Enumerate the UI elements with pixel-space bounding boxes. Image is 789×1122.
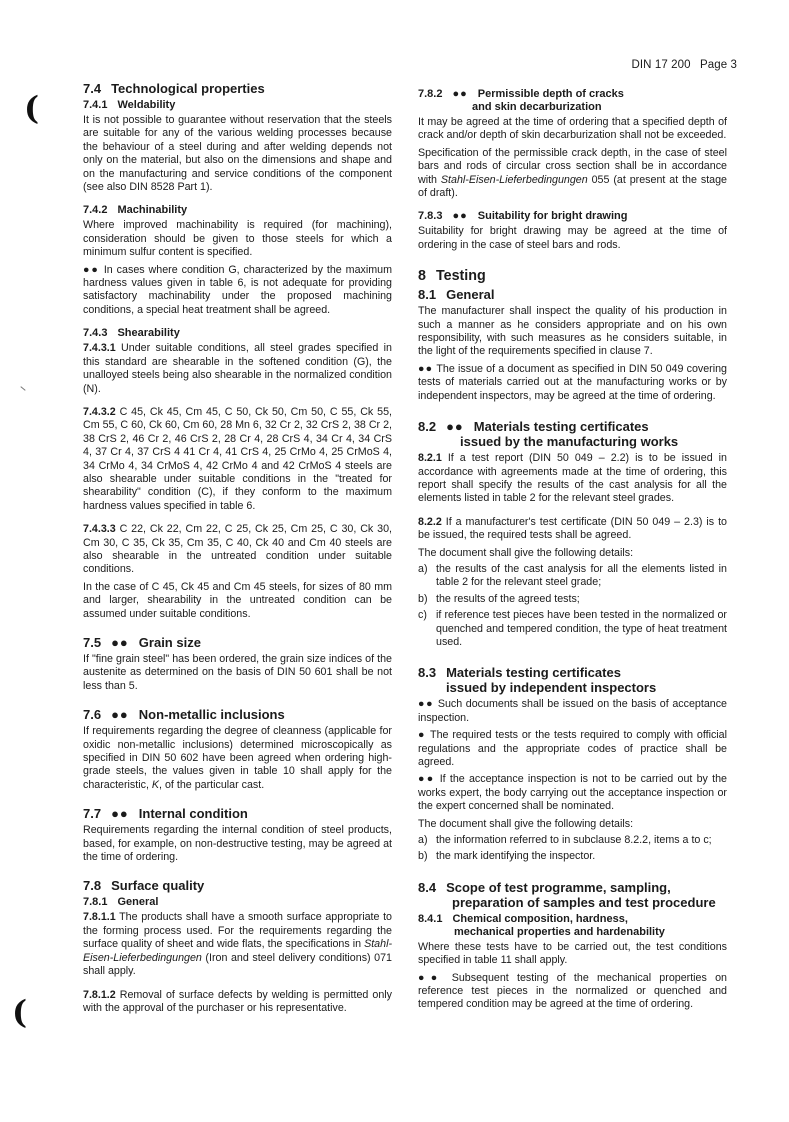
list-item: b) the results of the agreed tests; (418, 592, 580, 605)
shearability-text-4: In the case of C 45, Ck 45 and Cm 45 steels, for sizes of 80 mm and larger, shearability in the untreated condition can be assumed under suitable conditions. (83, 580, 392, 620)
shearability-7-4-3-1: 7.4.3.1 Under suitable conditions, all steel grades specified in this standard are shearable in the softened condition (G), the unalloyed steels being also shearable in the normalized condition (N). (83, 342, 392, 395)
section-7-4-heading: 7.4 Technological properties (83, 81, 265, 96)
agreement-dots-icon: ●● (111, 635, 129, 650)
inspector-text-3: ●● If the acceptance inspection is not to be carried out by the works expert, the body carrying out the acceptance inspection or the expert concerned shall be nominated. (418, 773, 727, 813)
section-8-heading: 8 Testing (418, 268, 486, 285)
test-certificate-8-2-2: 8.2.2 If a manufacturer's test certificate (DIN 50 049 – 2.3) is to be issued, the required tests shall be agreed. (418, 515, 727, 542)
agreement-dots-icon: ●● (418, 773, 436, 786)
shearability-7-4-3-2: 7.4.3.2 C 45, Ck 45, Cm 45, C 50, Ck 50, Cm 50, C 55, Ck 55, Cm 55, C 60, Ck 60, Cm 60, 28 Mn 6, 32 Cr 2, 32 CrS 2, 38 Cr 2, 38 CrS 2, 46 Cr 2, 46 CrS 2, 28 Cr 4, 28 CrS 4, 34 Cr 4, 34 CrS 4, 37 Cr 4, 37 CrS 4 41 Cr 4, 41 CrS 4, 25 CrMo 4, 25 CrMoS 4, 34 CrMo 4, 34 CrMoS 4, 42 CrMo 4 and 42 CrMoS 4 steels are also shearable under suitable conditions in the "treated for shearability" condition (C), if they conform to the maximum hardness values specified in table 6. (83, 405, 392, 512)
cracks-text-1: It may be agreed at the time of ordering that a specified depth of crack and/or depth of skin decarburization shall not be exceeded. (418, 116, 727, 142)
list-item: a) the information referred to in subclause 8.2.2, items a to c; (418, 834, 712, 847)
internal-condition-text: Requirements regarding the internal condition of steel products, based, for example, on non-destructive testing, may be agreed at the time of ordering. (83, 824, 392, 864)
list-item: c) if reference test pieces have been tested in the normalized or quenched and tempered condition, the type of heat treatment used. (418, 609, 727, 648)
inclusions-text: If requirements regarding the degree of cleanness (applicable for oxidic non-metallic inclusions) determined microscopically as specified in DIN 50 602 have been agreed when ordering high-grade steels, the values given in table 10 shall apply for the characteristic, K, of the particular cast. (83, 725, 392, 791)
section-7-8-1-heading: 7.8.1 General (83, 896, 159, 909)
grain-size-text: If "fine grain steel" has been ordered, the grain size indices of the austenite as determined on the basis of DIN 50 601 shall be not less than 5. (83, 653, 392, 692)
agreement-dot-icon: ● (418, 729, 427, 742)
left-column (83, 81, 392, 1015)
section-7-4-3-heading: 7.4.3 Shearability (83, 327, 180, 340)
inspector-text-2: ● The required tests or the tests required to comply with official regulations and the appropriate codes of practice shall be agreed. (418, 729, 727, 768)
chemical-composition-text-2: ●● Subsequent testing of the mechanical properties on reference test pieces in the normalized or quenched and tempered condition may be agreed at the time of ordering. (418, 971, 727, 1011)
binding-mark-top: ( (24, 89, 40, 127)
section-7-8-heading: 7.8 Surface quality (83, 878, 205, 894)
surface-7-8-1-2: 7.8.1.2 Removal of surface defects by welding is permitted only with the approval of the purchaser or his representative. (83, 988, 392, 1014)
bright-drawing-text: Suitability for bright drawing may be agreed at the time of ordering in the case of steel bars and rods. (418, 225, 727, 251)
section-7-4-2-heading: 7.4.2 Machinability (83, 204, 188, 217)
testing-general-text-1: The manufacturer shall inspect the quality of his production in such a manner as he considers appropriate and on his own responsibility, with such measures as he considers suitable, in the light of the requirements specified in clause 7. (418, 305, 727, 358)
agreement-dots-icon: ●● (111, 707, 129, 723)
section-8-3-heading: 8.3 Materials testing certificates issued by independent inspectors (418, 665, 657, 696)
section-8-4-1-heading: 8.4.1 Chemical composition, hardness, mechanical properties and hardenability (418, 912, 665, 938)
page-number: Page 3 (699, 59, 737, 71)
section-7-5-heading: 7.5 ●● Grain size (83, 635, 201, 650)
machinability-text-2: ●● In cases where condition G, characterized by the maximum hardness values given in table 6, is not adequate for providing satisfactory machinability under the proposed machining conditions, a special heat treatment shall be agreed. (83, 263, 392, 316)
agreement-dots-icon: ●● (418, 698, 435, 711)
details-intro-8-3: The document shall give the following details: (418, 817, 634, 830)
surface-7-8-1-1: 7.8.1.1 The products shall have a smooth surface appropriate to the forming process used. For the requirements regarding the surface quality of sheet and wide flats, the specifications in Stahl-Eisen-Lieferbedingungen (Iron and steel delivery conditions) 071 shall apply. (83, 911, 392, 978)
details-list-8-3 (418, 834, 727, 864)
agreement-dots-icon: ●● (418, 971, 444, 984)
section-7-8-2-heading: 7.8.2 ●● Permissible depth of cracks and skin decarburization (418, 88, 624, 113)
page-header (625, 59, 737, 71)
agreement-dots-icon: ●● (452, 88, 468, 100)
weldability-text: It is not possible to guarantee without reservation that the steels are suitable for any of the various welding processes because the behaviour of a steel during and after welding depends not only on the material, but also on the dimensions and shape and on the manufacturing and service conditions of the component (see also DIN 8528 Part 1). (83, 114, 392, 194)
agreement-dots-icon: ●● (111, 806, 129, 822)
cracks-text-2: Specification of the permissible crack depth, in the case of steel bars and rods of circular cross section shall be in accordance with Stahl-Eisen-Lieferbedingungen 055 (at present at the stage of draft). (418, 146, 727, 200)
agreement-dots-icon: ●● (452, 210, 468, 223)
machinability-text-1: Where improved machinability is required (for machining), consideration should be given to those steels for which a minimum sulfur content is specified. (83, 219, 392, 259)
agreement-dots-icon: ●● (446, 419, 464, 435)
chemical-composition-text-1: Where these tests have to be carried out, the test conditions specified in table 11 shall apply. (418, 940, 727, 967)
test-report-8-2-1: 8.2.1 If a test report (DIN 50 049 – 2.2) is to be issued in accordance with agreements made at the time of ordering, this report shall specify the results of the cast analysis for all the elements listed in table 2 for the relevant steel grades. (418, 452, 727, 505)
section-8-4-heading: 8.4 Scope of test programme, sampling, preparation of samples and test procedure (418, 879, 716, 910)
details-list-8-2 (418, 563, 727, 649)
testing-general-text-2: ●● The issue of a document as specified in DIN 50 049 covering tests of materials carried out at the manufacturing works or by independent inspectors, may be agreed at the time of ordering. (418, 362, 727, 402)
binding-mark-bottom: ( (12, 993, 28, 1031)
scan-mark (20, 386, 25, 391)
list-item: b) the mark identifying the inspector. (418, 850, 596, 863)
inspector-text-1: ●● Such documents shall be issued on the basis of acceptance inspection. (418, 698, 727, 724)
section-8-1-heading: 8.1 General (418, 287, 495, 303)
agreement-dots-icon: ●● (83, 263, 100, 276)
section-8-2-heading: 8.2 ●● Materials testing certificates issued by the manufacturing works (418, 419, 679, 450)
section-7-4-1-heading: 7.4.1 Weldability (83, 99, 176, 111)
shearability-7-4-3-3: 7.4.3.3 C 22, Ck 22, Cm 22, C 25, Ck 25, Cm 25, C 30, Ck 30, Cm 30, C 35, Ck 35, Cm 35, C 40, Ck 40 and Cm 40 steels are also shearable in the untreated condition under suitable conditions. (83, 523, 392, 576)
list-item: a) the results of the cast analysis for all the elements listed in table 2 for the relevant steel grade; (418, 562, 727, 589)
right-column (418, 88, 727, 1012)
details-intro-8-2: The document shall give the following details: (418, 546, 634, 559)
section-7-8-3-heading: 7.8.3 ●● Suitability for bright drawing (418, 210, 628, 223)
agreement-dots-icon: ●● (418, 362, 434, 375)
section-7-6-heading: 7.6 ●● Non-metallic inclusions (83, 707, 285, 723)
section-7-7-heading: 7.7 ●● Internal condition (83, 806, 248, 822)
document-number: DIN 17 200 (631, 59, 691, 71)
